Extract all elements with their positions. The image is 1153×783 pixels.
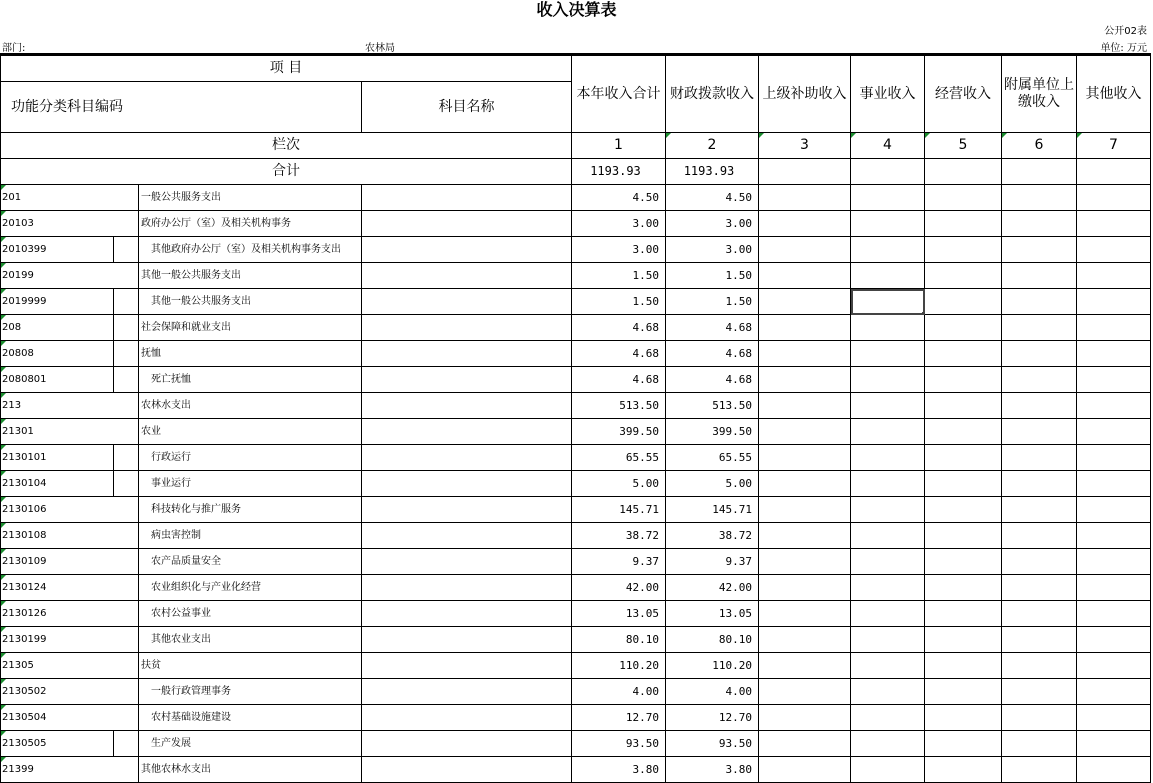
row-affiliated[interactable]	[1002, 575, 1077, 601]
row-affiliated[interactable]	[1002, 393, 1077, 419]
row-upper[interactable]	[759, 757, 851, 783]
row-subject-name[interactable]: 其他农业支出	[139, 627, 362, 653]
row-other[interactable]	[1077, 757, 1151, 783]
row-other[interactable]	[1077, 601, 1151, 627]
col-num-7[interactable]: 7	[1077, 133, 1151, 159]
spreadsheet	[0, 53, 1151, 783]
row-blank[interactable]	[362, 575, 572, 601]
row-business[interactable]	[925, 211, 1002, 237]
row-code[interactable]: 2130504	[1, 705, 139, 731]
header-col-other[interactable]: 其他收入	[1077, 56, 1151, 133]
income-table	[0, 55, 1151, 783]
row-other[interactable]	[1077, 575, 1151, 601]
row-business[interactable]	[925, 341, 1002, 367]
row-career[interactable]	[851, 211, 925, 237]
row-business[interactable]	[925, 523, 1002, 549]
row-blank[interactable]	[362, 497, 572, 523]
row-fiscal[interactable]: 13.05	[666, 601, 759, 627]
row-career[interactable]	[851, 757, 925, 783]
row-career[interactable]	[851, 471, 925, 497]
heji-other[interactable]	[1077, 159, 1151, 185]
row-other[interactable]	[1077, 393, 1151, 419]
row-fiscal[interactable]: 1.50	[666, 289, 759, 315]
row-subject-name[interactable]: 死亡抚恤	[139, 367, 362, 393]
row-total[interactable]: 93.50	[572, 731, 666, 757]
row-blank[interactable]	[362, 237, 572, 263]
row-total[interactable]: 4.00	[572, 679, 666, 705]
row-career[interactable]	[851, 679, 925, 705]
row-business[interactable]	[925, 549, 1002, 575]
row-other[interactable]	[1077, 315, 1151, 341]
row-upper[interactable]	[759, 705, 851, 731]
table-row	[1, 523, 1151, 549]
row-code[interactable]: 2130108	[1, 523, 139, 549]
header-col-career[interactable]: 事业收入	[851, 56, 925, 133]
row-subject-name[interactable]: 一般公共服务支出	[139, 185, 362, 211]
row-upper[interactable]	[759, 211, 851, 237]
row-subject-name[interactable]: 农村公益事业	[139, 601, 362, 627]
row-blank[interactable]	[362, 419, 572, 445]
row-total[interactable]: 1.50	[572, 263, 666, 289]
row-code-spacer[interactable]	[114, 237, 139, 263]
row-code[interactable]: 21301	[1, 419, 139, 445]
row-code[interactable]: 213	[1, 393, 139, 419]
row-code[interactable]: 2080801	[1, 367, 114, 393]
table-row	[1, 419, 1151, 445]
row-other[interactable]	[1077, 731, 1151, 757]
table-row	[1, 263, 1151, 289]
row-subject-name[interactable]: 社会保障和就业支出	[139, 315, 362, 341]
row-business[interactable]	[925, 471, 1002, 497]
table-row	[1, 497, 1151, 523]
row-total[interactable]: 4.68	[572, 341, 666, 367]
header-col-total[interactable]: 本年收入合计	[572, 56, 666, 133]
heji-upper[interactable]	[759, 159, 851, 185]
row-business[interactable]	[925, 679, 1002, 705]
row-upper[interactable]	[759, 341, 851, 367]
row-business[interactable]	[925, 705, 1002, 731]
row-code[interactable]: 208	[1, 315, 114, 341]
unit-label: 单位: 万元	[1100, 43, 1147, 54]
row-upper[interactable]	[759, 653, 851, 679]
row-total[interactable]: 42.00	[572, 575, 666, 601]
col-num-3[interactable]: 3	[759, 133, 851, 159]
row-code[interactable]: 2130106	[1, 497, 139, 523]
row-career[interactable]	[851, 263, 925, 289]
row-upper[interactable]	[759, 367, 851, 393]
row-affiliated[interactable]	[1002, 705, 1077, 731]
row-subject-name[interactable]: 一般行政管理事务	[139, 679, 362, 705]
row-total[interactable]: 13.05	[572, 601, 666, 627]
row-blank[interactable]	[362, 393, 572, 419]
row-subject-name[interactable]: 政府办公厅（室）及相关机构事务	[139, 211, 362, 237]
row-other[interactable]	[1077, 367, 1151, 393]
row-upper[interactable]	[759, 523, 851, 549]
row-career[interactable]	[851, 523, 925, 549]
row-fiscal[interactable]: 93.50	[666, 731, 759, 757]
row-upper[interactable]	[759, 263, 851, 289]
col-num-1[interactable]: 1	[572, 133, 666, 159]
col-num-6[interactable]: 6	[1002, 133, 1077, 159]
row-code[interactable]: 2130199	[1, 627, 139, 653]
row-fiscal[interactable]: 3.00	[666, 237, 759, 263]
row-fiscal[interactable]: 4.68	[666, 315, 759, 341]
col-num-5[interactable]: 5	[925, 133, 1002, 159]
row-blank[interactable]	[362, 341, 572, 367]
row-blank[interactable]	[362, 627, 572, 653]
row-career[interactable]	[851, 653, 925, 679]
row-code[interactable]: 21305	[1, 653, 139, 679]
table-row	[1, 211, 1151, 237]
row-affiliated[interactable]	[1002, 445, 1077, 471]
row-fiscal[interactable]: 4.50	[666, 185, 759, 211]
row-code-spacer[interactable]	[114, 315, 139, 341]
row-subject-name[interactable]: 事业运行	[139, 471, 362, 497]
row-other[interactable]	[1077, 237, 1151, 263]
table-row	[1, 627, 1151, 653]
row-subject-name[interactable]: 扶贫	[139, 653, 362, 679]
row-other[interactable]	[1077, 523, 1151, 549]
heji-fiscal[interactable]: 1193.93	[666, 159, 759, 185]
row-business[interactable]	[925, 419, 1002, 445]
row-career[interactable]	[851, 289, 925, 315]
row-affiliated[interactable]	[1002, 341, 1077, 367]
row-blank[interactable]	[362, 523, 572, 549]
table-row	[1, 367, 1151, 393]
row-upper[interactable]	[759, 237, 851, 263]
row-blank[interactable]	[362, 289, 572, 315]
col-num-2[interactable]: 2	[666, 133, 759, 159]
row-subject-name[interactable]: 行政运行	[139, 445, 362, 471]
row-total[interactable]: 4.50	[572, 185, 666, 211]
row-affiliated[interactable]	[1002, 601, 1077, 627]
header-item[interactable]: 项 目	[1, 56, 572, 82]
row-code[interactable]: 21399	[1, 757, 139, 783]
row-business[interactable]	[925, 445, 1002, 471]
row-upper[interactable]	[759, 419, 851, 445]
row-code[interactable]: 2130126	[1, 601, 139, 627]
table-row	[1, 679, 1151, 705]
row-upper[interactable]	[759, 679, 851, 705]
col-num-4[interactable]: 4	[851, 133, 925, 159]
row-blank[interactable]	[362, 757, 572, 783]
row-affiliated[interactable]	[1002, 497, 1077, 523]
table-row	[1, 341, 1151, 367]
row-code-spacer[interactable]	[114, 341, 139, 367]
row-subject-name[interactable]: 其他农林水支出	[139, 757, 362, 783]
row-business[interactable]	[925, 731, 1002, 757]
table-row	[1, 757, 1151, 783]
row-career[interactable]	[851, 497, 925, 523]
row-total[interactable]: 65.55	[572, 445, 666, 471]
header-subject-name[interactable]: 科目名称	[362, 82, 572, 133]
row-fiscal[interactable]: 513.50	[666, 393, 759, 419]
row-fiscal[interactable]: 9.37	[666, 549, 759, 575]
table-row	[1, 185, 1151, 211]
row-subject-name[interactable]: 农村基础设施建设	[139, 705, 362, 731]
row-fiscal[interactable]: 399.50	[666, 419, 759, 445]
row-total[interactable]: 12.70	[572, 705, 666, 731]
row-upper[interactable]	[759, 289, 851, 315]
row-blank[interactable]	[362, 211, 572, 237]
row-total[interactable]: 513.50	[572, 393, 666, 419]
heji-career[interactable]	[851, 159, 925, 185]
table-row	[1, 549, 1151, 575]
row-total[interactable]: 80.10	[572, 627, 666, 653]
row-other[interactable]	[1077, 471, 1151, 497]
row-business[interactable]	[925, 367, 1002, 393]
row-code-spacer[interactable]	[114, 731, 139, 757]
row-fiscal[interactable]: 4.68	[666, 341, 759, 367]
row-other[interactable]	[1077, 341, 1151, 367]
row-subject-name[interactable]: 生产发展	[139, 731, 362, 757]
row-total[interactable]: 4.68	[572, 315, 666, 341]
row-other[interactable]	[1077, 211, 1151, 237]
row-blank[interactable]	[362, 445, 572, 471]
row-career[interactable]	[851, 575, 925, 601]
table-row	[1, 289, 1151, 315]
row-code[interactable]: 201	[1, 185, 139, 211]
row-total[interactable]: 145.71	[572, 497, 666, 523]
row-fiscal[interactable]: 65.55	[666, 445, 759, 471]
row-blank[interactable]	[362, 731, 572, 757]
row-fiscal[interactable]: 38.72	[666, 523, 759, 549]
row-blank[interactable]	[362, 679, 572, 705]
table-row	[1, 393, 1151, 419]
heji-affiliated[interactable]	[1002, 159, 1077, 185]
header-col-fiscal[interactable]: 财政拨款收入	[666, 56, 759, 133]
row-code[interactable]: 20808	[1, 341, 114, 367]
table-row	[1, 445, 1151, 471]
row-code[interactable]: 2130101	[1, 445, 114, 471]
row-code[interactable]: 2010399	[1, 237, 114, 263]
row-blank[interactable]	[362, 471, 572, 497]
row-business[interactable]	[925, 185, 1002, 211]
row-subject-name[interactable]: 其他一般公共服务支出	[139, 263, 362, 289]
table-row	[1, 705, 1151, 731]
row-subject-name[interactable]: 农业组织化与产业化经营	[139, 575, 362, 601]
row-code[interactable]: 2130502	[1, 679, 139, 705]
row-total[interactable]: 5.00	[572, 471, 666, 497]
row-business[interactable]	[925, 237, 1002, 263]
row-career[interactable]	[851, 627, 925, 653]
report-title: 收入决算表	[536, 0, 617, 19]
table-row	[1, 653, 1151, 679]
row-subject-name[interactable]: 其他一般公共服务支出	[139, 289, 362, 315]
row-career[interactable]	[851, 367, 925, 393]
table-row	[1, 471, 1151, 497]
row-affiliated[interactable]	[1002, 549, 1077, 575]
row-business[interactable]	[925, 653, 1002, 679]
row-career[interactable]	[851, 419, 925, 445]
header-col-affiliated[interactable]: 附属单位上缴收入	[1002, 56, 1077, 133]
row-other[interactable]	[1077, 679, 1151, 705]
row-career[interactable]	[851, 341, 925, 367]
row-upper[interactable]	[759, 185, 851, 211]
row-blank[interactable]	[362, 601, 572, 627]
lanci-label[interactable]: 栏次	[1, 133, 572, 159]
table-row	[1, 237, 1151, 263]
row-other[interactable]	[1077, 185, 1151, 211]
table-row	[1, 601, 1151, 627]
row-affiliated[interactable]	[1002, 419, 1077, 445]
row-code[interactable]: 20103	[1, 211, 139, 237]
row-fiscal[interactable]: 42.00	[666, 575, 759, 601]
row-other[interactable]	[1077, 263, 1151, 289]
row-upper[interactable]	[759, 601, 851, 627]
row-upper[interactable]	[759, 445, 851, 471]
row-affiliated[interactable]	[1002, 289, 1077, 315]
row-fiscal[interactable]: 3.00	[666, 211, 759, 237]
row-affiliated[interactable]	[1002, 185, 1077, 211]
row-fiscal[interactable]: 3.80	[666, 757, 759, 783]
row-affiliated[interactable]	[1002, 211, 1077, 237]
row-code[interactable]: 2019999	[1, 289, 114, 315]
row-total[interactable]: 110.20	[572, 653, 666, 679]
row-subject-name[interactable]: 抚恤	[139, 341, 362, 367]
row-fiscal[interactable]: 145.71	[666, 497, 759, 523]
row-subject-name[interactable]: 病虫害控制	[139, 523, 362, 549]
row-upper[interactable]	[759, 575, 851, 601]
row-affiliated[interactable]	[1002, 471, 1077, 497]
row-career[interactable]	[851, 237, 925, 263]
row-career[interactable]	[851, 445, 925, 471]
header-col-business[interactable]: 经营收入	[925, 56, 1002, 133]
row-total[interactable]: 4.68	[572, 367, 666, 393]
row-other[interactable]	[1077, 627, 1151, 653]
row-affiliated[interactable]	[1002, 523, 1077, 549]
row-business[interactable]	[925, 627, 1002, 653]
heji-label[interactable]: 合计	[1, 159, 572, 185]
header-func-code[interactable]: 功能分类科目编码	[1, 82, 362, 133]
row-other[interactable]	[1077, 705, 1151, 731]
row-upper[interactable]	[759, 731, 851, 757]
row-business[interactable]	[925, 575, 1002, 601]
row-affiliated[interactable]	[1002, 263, 1077, 289]
row-upper[interactable]	[759, 549, 851, 575]
row-fiscal[interactable]: 80.10	[666, 627, 759, 653]
row-other[interactable]	[1077, 653, 1151, 679]
row-blank[interactable]	[362, 653, 572, 679]
row-blank[interactable]	[362, 315, 572, 341]
row-affiliated[interactable]	[1002, 653, 1077, 679]
row-total[interactable]: 3.80	[572, 757, 666, 783]
row-other[interactable]	[1077, 497, 1151, 523]
row-fiscal[interactable]: 4.00	[666, 679, 759, 705]
row-total[interactable]: 9.37	[572, 549, 666, 575]
row-blank[interactable]	[362, 367, 572, 393]
row-fiscal[interactable]: 5.00	[666, 471, 759, 497]
row-business[interactable]	[925, 393, 1002, 419]
row-subject-name[interactable]: 农产品质量安全	[139, 549, 362, 575]
row-business[interactable]	[925, 497, 1002, 523]
row-other[interactable]	[1077, 549, 1151, 575]
row-code-spacer[interactable]	[114, 289, 139, 315]
row-subject-name[interactable]: 其他政府办公厅（室）及相关机构事务支出	[139, 237, 362, 263]
row-code[interactable]: 2130124	[1, 575, 139, 601]
row-career[interactable]	[851, 601, 925, 627]
row-business[interactable]	[925, 601, 1002, 627]
row-upper[interactable]	[759, 627, 851, 653]
row-blank[interactable]	[362, 185, 572, 211]
row-subject-name[interactable]: 农林水支出	[139, 393, 362, 419]
row-career[interactable]	[851, 705, 925, 731]
row-upper[interactable]	[759, 471, 851, 497]
heji-business[interactable]	[925, 159, 1002, 185]
form-id: 公开02表	[1104, 26, 1147, 37]
table-row	[1, 315, 1151, 341]
row-code[interactable]: 20199	[1, 263, 139, 289]
row-code-spacer[interactable]	[114, 445, 139, 471]
row-career[interactable]	[851, 315, 925, 341]
row-other[interactable]	[1077, 289, 1151, 315]
row-career[interactable]	[851, 185, 925, 211]
heji-total[interactable]: 1193.93	[572, 159, 666, 185]
department-label: 部门:	[2, 43, 26, 54]
department-value: 农林局	[365, 43, 395, 54]
row-code[interactable]: 2130109	[1, 549, 139, 575]
row-career[interactable]	[851, 731, 925, 757]
row-fiscal[interactable]: 110.20	[666, 653, 759, 679]
row-blank[interactable]	[362, 263, 572, 289]
row-career[interactable]	[851, 549, 925, 575]
row-career[interactable]	[851, 393, 925, 419]
row-fiscal[interactable]: 1.50	[666, 263, 759, 289]
row-total[interactable]: 3.00	[572, 237, 666, 263]
row-subject-name[interactable]: 农业	[139, 419, 362, 445]
row-affiliated[interactable]	[1002, 315, 1077, 341]
row-affiliated[interactable]	[1002, 679, 1077, 705]
row-blank[interactable]	[362, 549, 572, 575]
table-row	[1, 575, 1151, 601]
row-total[interactable]: 3.00	[572, 211, 666, 237]
row-code[interactable]: 2130505	[1, 731, 114, 757]
header-col-upper[interactable]: 上级补助收入	[759, 56, 851, 133]
row-upper[interactable]	[759, 497, 851, 523]
row-code[interactable]: 2130104	[1, 471, 114, 497]
row-business[interactable]	[925, 315, 1002, 341]
row-fiscal[interactable]: 4.68	[666, 367, 759, 393]
row-fiscal[interactable]: 12.70	[666, 705, 759, 731]
row-other[interactable]	[1077, 445, 1151, 471]
row-upper[interactable]	[759, 315, 851, 341]
row-business[interactable]	[925, 757, 1002, 783]
row-subject-name[interactable]: 科技转化与推广服务	[139, 497, 362, 523]
row-total[interactable]: 399.50	[572, 419, 666, 445]
row-code-spacer[interactable]	[114, 471, 139, 497]
row-total[interactable]: 38.72	[572, 523, 666, 549]
row-code-spacer[interactable]	[114, 367, 139, 393]
row-affiliated[interactable]	[1002, 367, 1077, 393]
table-row	[1, 731, 1151, 757]
row-affiliated[interactable]	[1002, 627, 1077, 653]
row-business[interactable]	[925, 289, 1002, 315]
row-total[interactable]: 1.50	[572, 289, 666, 315]
row-other[interactable]	[1077, 419, 1151, 445]
row-affiliated[interactable]	[1002, 757, 1077, 783]
row-affiliated[interactable]	[1002, 237, 1077, 263]
row-affiliated[interactable]	[1002, 731, 1077, 757]
row-business[interactable]	[925, 263, 1002, 289]
row-blank[interactable]	[362, 705, 572, 731]
row-upper[interactable]	[759, 393, 851, 419]
